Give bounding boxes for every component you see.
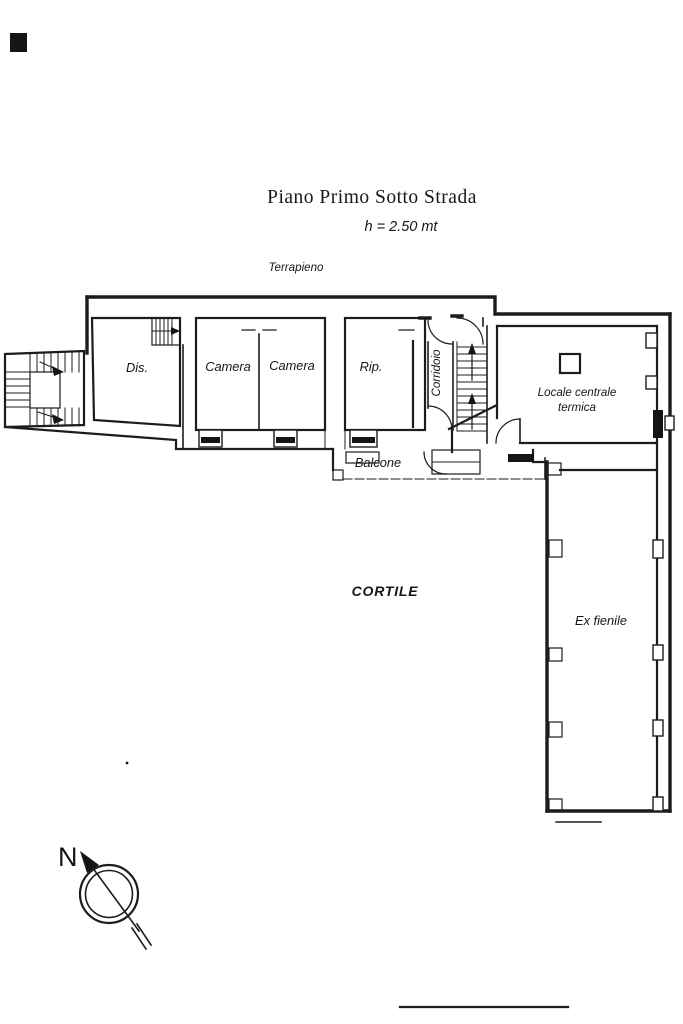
compass xyxy=(58,842,151,949)
label-north: N xyxy=(58,842,78,872)
page-title: Piano Primo Sotto Strada xyxy=(267,187,477,208)
label-dis: Dis. xyxy=(125,360,149,375)
stair-break-line xyxy=(449,405,497,429)
stair-direction-arrow xyxy=(468,393,476,404)
label-camera-right: Camera xyxy=(269,358,315,373)
label-locale-line1: Locale centrale xyxy=(537,386,617,399)
compass-arrowhead xyxy=(80,851,99,873)
outer-walls xyxy=(5,297,670,822)
window-dark xyxy=(653,410,663,438)
window-dark xyxy=(508,454,534,462)
internal-staircase xyxy=(449,318,497,443)
label-corridoio: Corridoio xyxy=(430,349,443,397)
scan-dot xyxy=(126,762,129,765)
compass-tail xyxy=(132,924,151,949)
stair-direction-arrow xyxy=(468,343,476,354)
flue-symbol xyxy=(560,354,580,373)
room-rip xyxy=(345,318,425,447)
compass-inner-circle xyxy=(86,871,133,918)
label-rip: Rip. xyxy=(359,359,383,374)
label-terrapieno: Terrapieno xyxy=(268,261,324,274)
internal-stair-arrow xyxy=(171,327,180,335)
room-dis xyxy=(92,318,183,449)
rooms-camera xyxy=(196,318,345,449)
height-note: h = 2.50 mt xyxy=(364,219,438,235)
room-ex-fienile xyxy=(548,463,663,811)
label-ex-fienile: Ex fienile xyxy=(575,613,627,628)
scan-artifact-square xyxy=(10,33,27,52)
label-camera-left: Camera xyxy=(205,359,251,374)
label-balcone: Balcone xyxy=(354,455,402,470)
label-cortile: CORTILE xyxy=(351,583,419,599)
headings xyxy=(267,187,477,274)
stair-landing xyxy=(30,372,60,408)
balcone xyxy=(346,450,480,474)
external-staircase xyxy=(5,352,79,426)
room-locale-centrale-termica xyxy=(496,326,674,462)
label-locale-line2: termica xyxy=(557,401,597,414)
compass-outer-circle xyxy=(80,865,138,923)
